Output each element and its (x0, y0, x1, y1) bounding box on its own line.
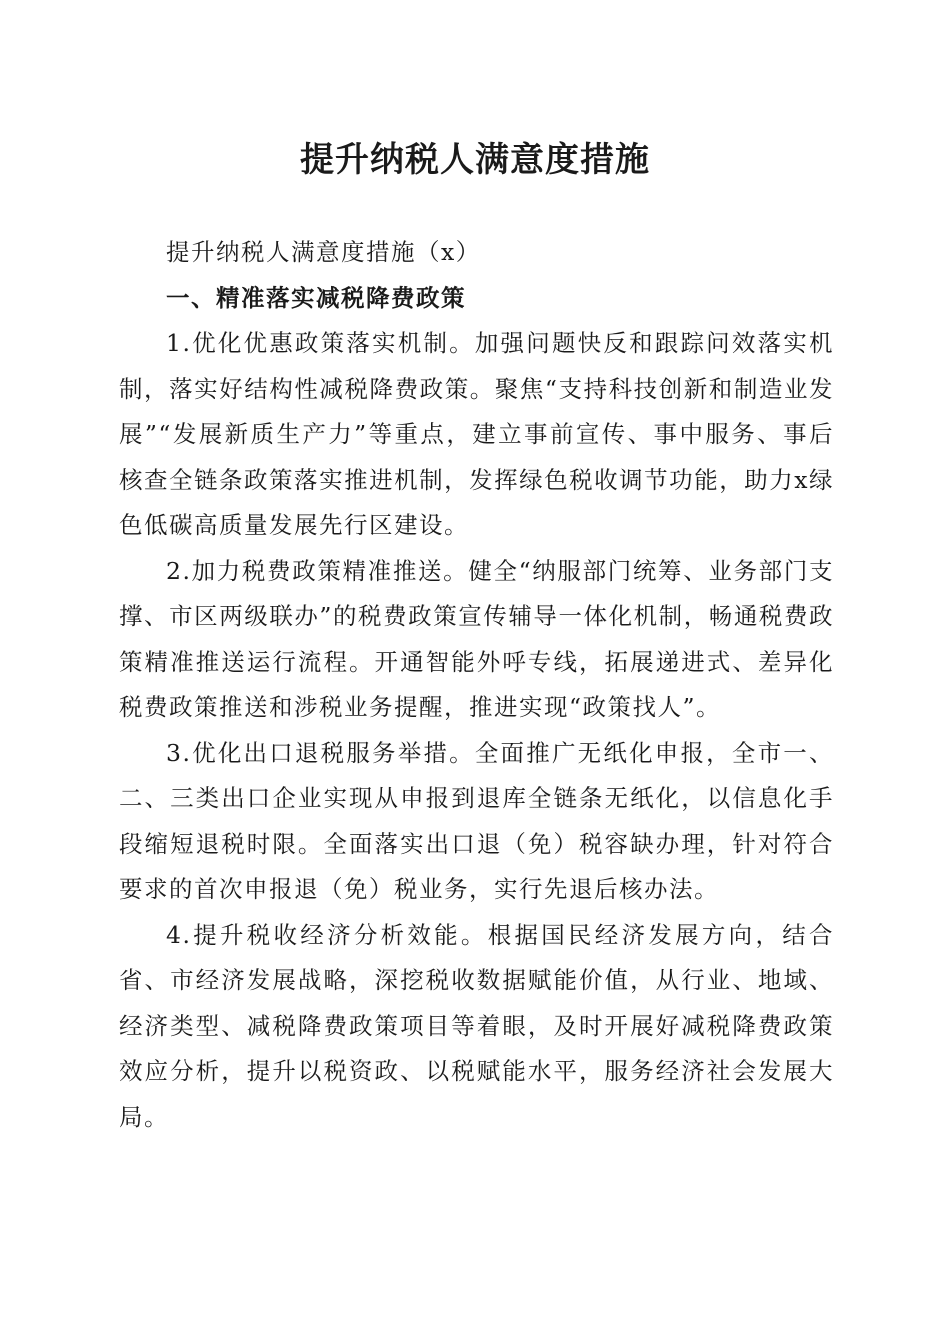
paragraph-3: 3.优化出口退税服务举措。全面推广无纸化申报，全市一、二、三类出口企业实现从申报到退库全链条无纸化，以信息化手段缩短退税时限。全面落实出口退（免）税容缺办理，针对符合要求的首次申报退（免）税业务，实行先退后核办法。 (119, 738, 834, 903)
paragraph-1: 1.优化优惠政策落实机制。加强问题快反和跟踪问效落实机制，落实好结构性减税降费政策。聚焦“支持科技创新和制造业发展”“发展新质生产力”等重点，建立事前宣传、事中服务、事后核查全链条政策落实推进机制，发挥绿色税收调节功能，助力x绿色低碳高质量发展先行区建设。 (119, 329, 834, 539)
document-title: 提升纳税人满意度措施 (300, 140, 650, 180)
paragraph-2: 2.加力税费政策精准推送。健全“纳服部门统筹、业务部门支撑、市区两级联办”的税费政策宣传辅导一体化机制，畅通税费政策精准推送运行流程。开通智能外呼专线，拓展递进式、差异化税费政策推送和涉税业务提醒，推进实现“政策找人”。 (119, 556, 834, 721)
section-heading: 一、精准落实减税降费政策 (166, 283, 466, 312)
document-subtitle: 提升纳税人满意度措施（x） (166, 238, 481, 266)
paragraph-4: 4.提升税收经济分析效能。根据国民经济发展方向，结合省、市经济发展战略，深挖税收数据赋能价值，从行业、地域、经济类型、减税降费政策项目等着眼，及时开展好减税降费政策效应分析，提升以税资政、以税赋能水平，服务经济社会发展大局。 (119, 920, 834, 1131)
document-body (119, 230, 834, 1140)
